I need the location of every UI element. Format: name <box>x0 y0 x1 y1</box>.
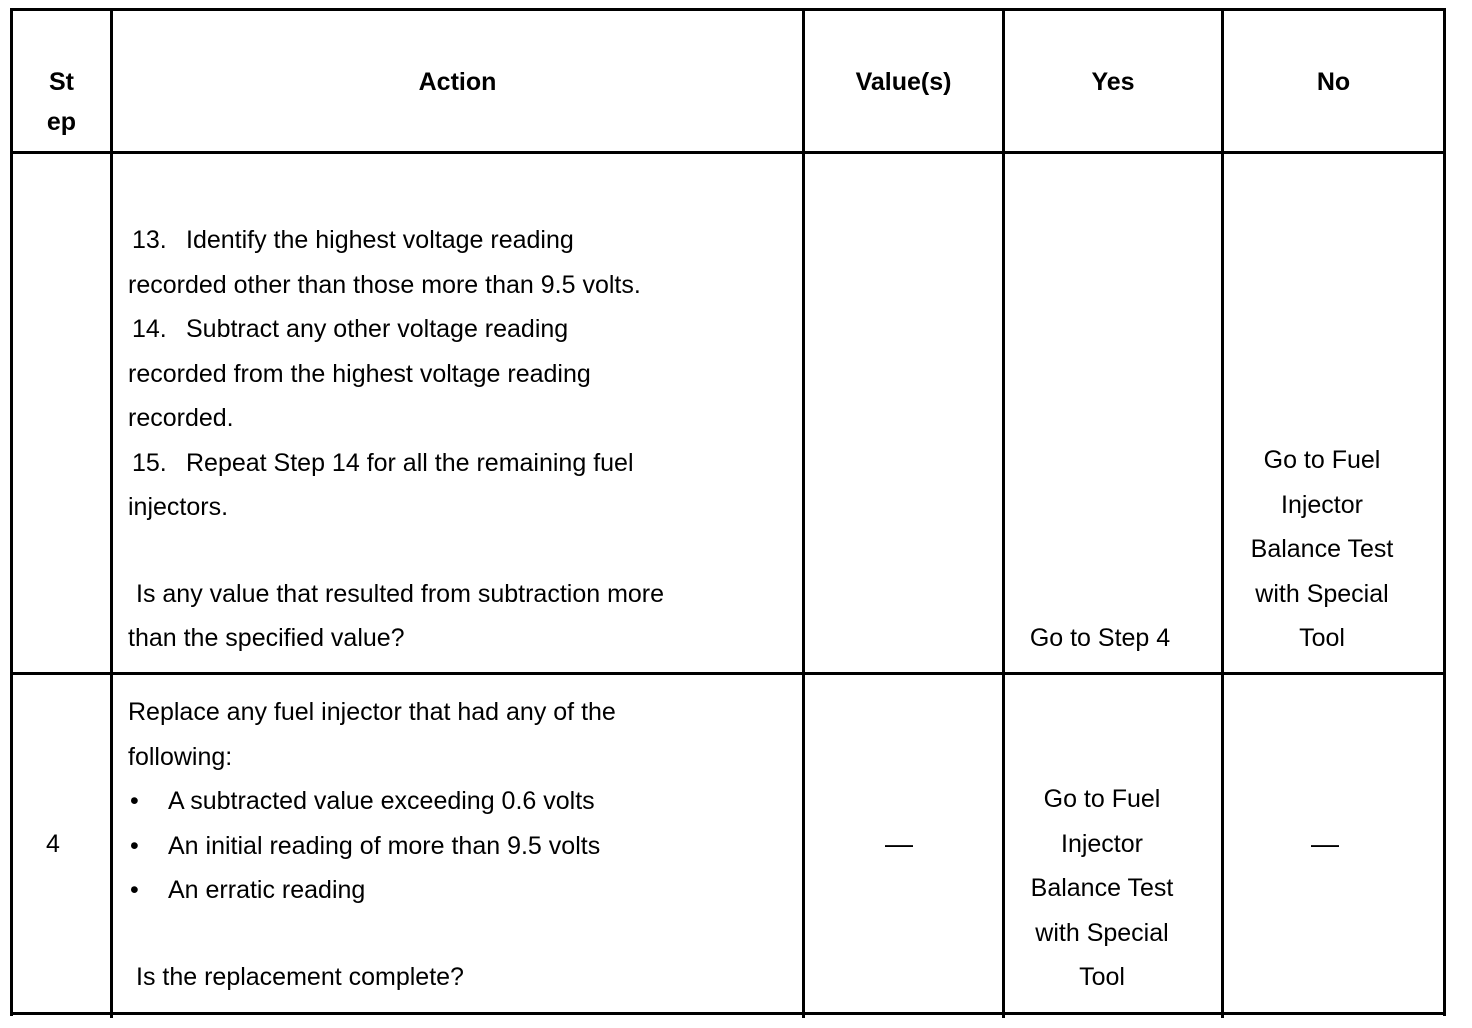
row-divider <box>10 151 1446 154</box>
header-step <box>13 62 110 142</box>
row1-action: 13. Identify the highest voltage reading recorded other than those more than 9.5 volts. 14. Subtract any other voltage reading recorded from the highest voltage reading recorded. 15. Repeat Step 14 for all the remaining fuel injectors. Is any value that resulted from subtraction more than the specified value? <box>128 218 798 661</box>
list-item: • An erratic reading <box>130 876 366 904</box>
header-no: No <box>1316 68 1351 96</box>
column-divider <box>802 8 805 1018</box>
row-divider <box>10 1012 1446 1015</box>
list-item: 13. Identify the highest voltage reading <box>132 226 574 254</box>
row2-action: Replace any fuel injector that had any of the following: • A subtracted value exceeding 0.6 volts • An initial reading of more than 9.5 volts • An erratic reading Is the replacement complete? <box>128 690 798 999</box>
row2-question: Is the replacement complete? <box>136 962 464 991</box>
header-yes: Yes <box>1091 68 1135 96</box>
header-step-line1: St <box>49 68 74 96</box>
row2-yes: Go to Fuel Injector Balance Test with Special Tool <box>1030 785 1174 991</box>
row1-no: Go to Fuel Injector Balance Test with Special Tool <box>1250 446 1394 652</box>
row2-no: — <box>1311 828 1339 859</box>
list-item: 14. Subtract any other voltage reading <box>132 315 569 343</box>
row2-step: 4 <box>46 830 60 858</box>
row2-values: — <box>885 828 913 859</box>
list-item: • An initial reading of more than 9.5 volts <box>130 831 601 860</box>
row1-yes: Go to Step 4 <box>1029 624 1171 652</box>
header-values: Value(s) <box>855 68 952 96</box>
column-divider <box>110 8 113 1018</box>
row1-question: Is any value that resulted from subtraction more <box>136 579 665 608</box>
list-item: • A subtracted value exceeding 0.6 volts <box>130 787 595 815</box>
header-action: Action <box>418 68 497 96</box>
list-item: 15. Repeat Step 14 for all the remaining fuel <box>132 448 634 477</box>
row-divider <box>10 672 1446 675</box>
header-step-line2: ep <box>46 108 77 136</box>
